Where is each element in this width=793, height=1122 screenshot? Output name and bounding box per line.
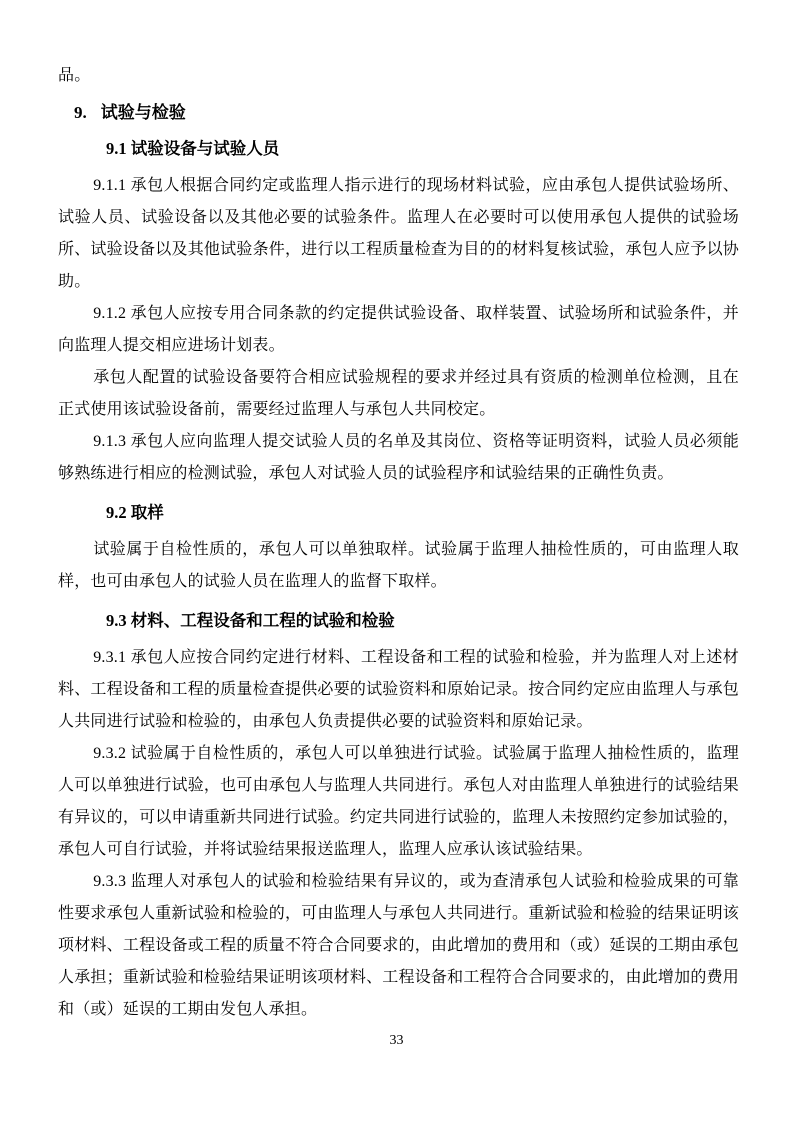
paragraph-9-3-3: 9.3.3 监理人对承包人的试验和检验结果有异议的，或为查清承包人试验和检验成果的可靠性要求承包人重新试验和检验的，可由监理人与承包人共同进行。重新试验和检验的结果证明该项材料、工程设备或工程的质量不符合合同要求的，由此增加的费用和（或）延误的工期由承包人承担；重新试验和检验结果证明该项材料、工程设备和工程符合合同要求的，由此增加的费用和（或）延误的工期由发包人承担。 [58,873,739,1018]
paragraph-continuation: 品。 [58,67,91,84]
section-heading-9-2: 9.2 取样 [106,503,164,522]
chapter-heading [74,100,739,126]
paragraph-9-1-3: 9.1.3 承包人应向监理人提交试验人员的名单及其岗位、资格等证明资料，试验人员必须能够熟练进行相应的检测试验，承包人对试验人员的试验程序和试验结果的正确性负责。 [58,433,739,482]
paragraph-9-1-2: 9.1.2 承包人应按专用合同条款的约定提供试验设备、取样装置、试验场所和试验条件，并向监理人提交相应进场计划表。 [58,305,739,354]
page-number: 33 [389,1033,404,1048]
chapter-number: 9. [74,103,87,122]
paragraph-9-3-1: 9.3.1 承包人应按合同约定进行材料、工程设备和工程的试验和检验，并为监理人对上述材料、工程设备和工程的质量检查提供必要的试验资料和原始记录。按合同约定应由监理人与承包人共同进行试验和检验的，由承包人负责提供必要的试验资料和原始记录。 [58,649,739,730]
section-heading-9-3: 9.3 材料、工程设备和工程的试验和检验 [106,611,395,630]
document-body [58,60,739,1026]
paragraph-9-1-2-supplement: 承包人配置的试验设备要符合相应试验规程的要求并经过具有资质的检测单位检测，且在正式使用该试验设备前，需要经过监理人与承包人共同校定。 [58,369,739,418]
paragraph-9-3-2: 9.3.2 试验属于自检性质的，承包人可以单独进行试验。试验属于监理人抽检性质的，监理人可以单独进行试验，也可由承包人与监理人共同进行。承包人对由监理人单独进行的试验结果有异议的，可以申请重新共同进行试验。约定共同进行试验的，监理人未按照约定参加试验的，承包人可自行试验，并将试验结果报送监理人，监理人应承认该试验结果。 [58,745,739,858]
section-heading-9-1: 9.1 试验设备与试验人员 [106,139,280,158]
chapter-title: 试验与检验 [100,103,186,122]
paragraph-9-2-body: 试验属于自检性质的，承包人可以单独取样。试验属于监理人抽检性质的，可由监理人取样，也可由承包人的试验人员在监理人的监督下取样。 [58,541,739,590]
paragraph-9-1-1: 9.1.1 承包人根据合同约定或监理人指示进行的现场材料试验，应由承包人提供试验场所、试验人员、试验设备以及其他必要的试验条件。监理人在必要时可以使用承包人提供的试验场所、试验设备以及其他试验条件，进行以工程质量检查为目的的材料复核试验，承包人应予以协助。 [58,177,739,290]
